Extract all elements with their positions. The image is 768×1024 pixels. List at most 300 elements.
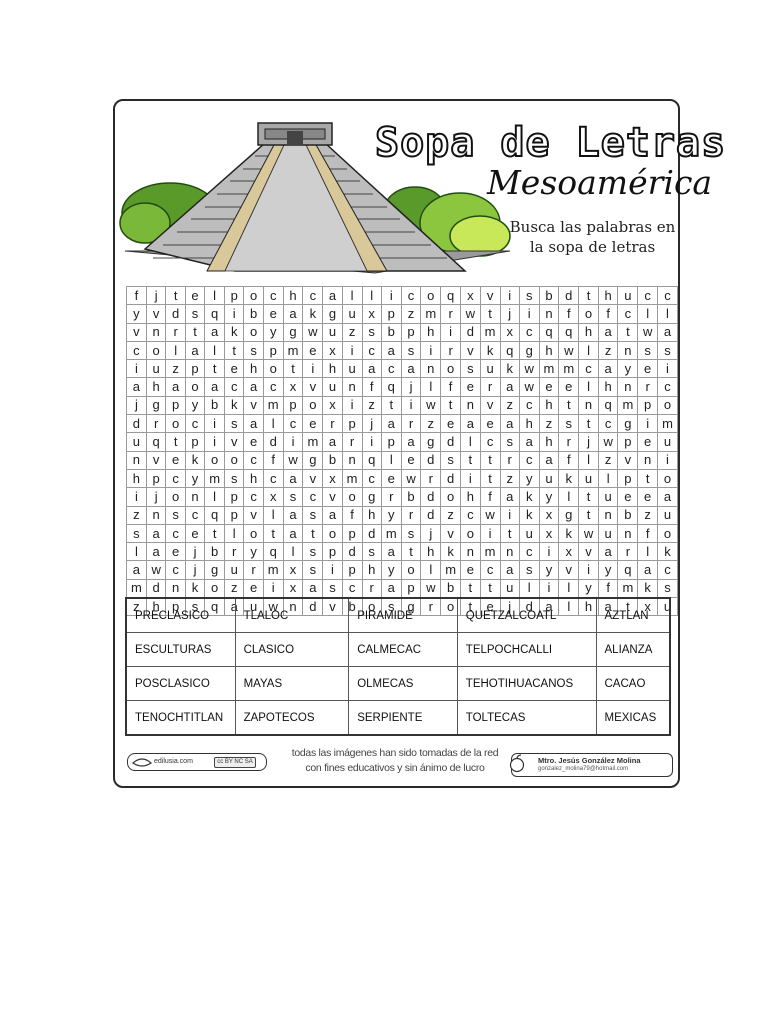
grid-cell[interactable]: r — [441, 305, 461, 323]
grid-cell[interactable]: p — [342, 524, 362, 542]
grid-cell[interactable]: x — [539, 524, 559, 542]
grid-cell[interactable]: c — [401, 287, 421, 305]
grid-cell[interactable]: a — [166, 378, 185, 396]
grid-cell[interactable]: i — [205, 433, 225, 451]
grid-cell[interactable]: e — [539, 378, 559, 396]
grid-cell[interactable]: l — [519, 579, 539, 597]
grid-cell[interactable]: f — [638, 524, 658, 542]
grid-cell[interactable]: l — [598, 469, 618, 487]
grid-cell[interactable]: o — [185, 378, 204, 396]
grid-cell[interactable]: k — [185, 579, 204, 597]
grid-cell[interactable]: u — [598, 524, 618, 542]
grid-cell[interactable]: o — [579, 305, 599, 323]
grid-cell[interactable]: o — [657, 469, 677, 487]
grid-cell[interactable]: h — [579, 323, 599, 341]
grid-cell[interactable]: i — [342, 341, 362, 359]
grid-cell[interactable]: n — [539, 305, 559, 323]
grid-cell[interactable]: v — [480, 287, 500, 305]
grid-cell[interactable]: j — [500, 305, 519, 323]
grid-cell[interactable]: d — [362, 524, 381, 542]
grid-cell[interactable]: p — [166, 396, 185, 414]
grid-cell[interactable]: a — [539, 598, 559, 616]
grid-cell[interactable]: p — [618, 433, 638, 451]
grid-cell[interactable]: c — [618, 305, 638, 323]
grid-cell[interactable]: d — [519, 598, 539, 616]
grid-cell[interactable]: d — [461, 323, 481, 341]
grid-cell[interactable]: s — [323, 579, 342, 597]
grid-cell[interactable]: u — [480, 360, 500, 378]
grid-cell[interactable]: y — [539, 488, 559, 506]
grid-cell[interactable]: q — [263, 543, 283, 561]
grid-cell[interactable]: g — [283, 323, 303, 341]
grid-cell[interactable]: s — [225, 415, 244, 433]
grid-cell[interactable]: p — [225, 506, 244, 524]
grid-cell[interactable]: j — [421, 524, 441, 542]
grid-cell[interactable]: a — [146, 543, 166, 561]
grid-cell[interactable]: p — [225, 488, 244, 506]
grid-cell[interactable]: o — [205, 451, 225, 469]
grid-cell[interactable]: p — [283, 396, 303, 414]
grid-cell[interactable]: a — [598, 598, 618, 616]
grid-cell[interactable]: i — [205, 415, 225, 433]
grid-cell[interactable]: e — [225, 360, 244, 378]
grid-cell[interactable]: s — [225, 469, 244, 487]
grid-cell[interactable]: e — [480, 415, 500, 433]
grid-cell[interactable]: c — [657, 561, 677, 579]
grid-cell[interactable]: v — [441, 524, 461, 542]
grid-cell[interactable]: q — [381, 378, 401, 396]
grid-cell[interactable]: p — [618, 469, 638, 487]
grid-cell[interactable]: y — [381, 506, 401, 524]
grid-cell[interactable]: w — [519, 360, 539, 378]
grid-cell[interactable]: a — [303, 579, 323, 597]
grid-cell[interactable]: a — [657, 488, 677, 506]
grid-cell[interactable]: c — [263, 378, 283, 396]
grid-cell[interactable]: k — [480, 341, 500, 359]
grid-cell[interactable]: h — [283, 287, 303, 305]
grid-cell[interactable]: q — [362, 451, 381, 469]
grid-cell[interactable]: i — [461, 469, 481, 487]
grid-cell[interactable]: y — [127, 305, 147, 323]
grid-cell[interactable]: p — [225, 287, 244, 305]
grid-cell[interactable]: l — [342, 287, 362, 305]
grid-cell[interactable]: p — [638, 396, 658, 414]
grid-cell[interactable]: f — [263, 451, 283, 469]
grid-cell[interactable]: y — [185, 469, 204, 487]
grid-cell[interactable]: a — [283, 305, 303, 323]
grid-cell[interactable]: c — [480, 433, 500, 451]
grid-cell[interactable]: h — [421, 543, 441, 561]
grid-cell[interactable]: p — [323, 543, 342, 561]
grid-cell[interactable]: w — [421, 396, 441, 414]
grid-cell[interactable]: b — [205, 543, 225, 561]
grid-cell[interactable]: n — [500, 543, 519, 561]
grid-cell[interactable]: v — [244, 396, 263, 414]
grid-cell[interactable]: u — [618, 287, 638, 305]
grid-cell[interactable]: e — [303, 341, 323, 359]
grid-cell[interactable]: n — [166, 579, 185, 597]
grid-cell[interactable]: c — [185, 506, 204, 524]
grid-cell[interactable]: a — [500, 415, 519, 433]
grid-cell[interactable]: f — [441, 378, 461, 396]
grid-cell[interactable]: f — [342, 506, 362, 524]
grid-cell[interactable]: y — [598, 561, 618, 579]
grid-cell[interactable]: s — [303, 506, 323, 524]
grid-cell[interactable]: i — [539, 579, 559, 597]
grid-cell[interactable]: f — [598, 305, 618, 323]
grid-cell[interactable]: w — [638, 323, 658, 341]
grid-cell[interactable]: i — [381, 287, 401, 305]
grid-cell[interactable]: o — [441, 488, 461, 506]
grid-cell[interactable]: l — [205, 341, 225, 359]
grid-cell[interactable]: u — [127, 433, 147, 451]
grid-cell[interactable]: i — [480, 524, 500, 542]
grid-cell[interactable]: x — [638, 598, 658, 616]
grid-cell[interactable]: p — [185, 433, 204, 451]
grid-cell[interactable]: c — [244, 451, 263, 469]
grid-cell[interactable]: y — [185, 396, 204, 414]
grid-cell[interactable]: c — [519, 323, 539, 341]
grid-cell[interactable]: z — [401, 305, 421, 323]
grid-cell[interactable]: r — [342, 433, 362, 451]
grid-cell[interactable]: r — [146, 415, 166, 433]
grid-cell[interactable]: a — [461, 415, 481, 433]
grid-cell[interactable]: c — [362, 341, 381, 359]
grid-cell[interactable]: x — [323, 396, 342, 414]
grid-cell[interactable]: m — [263, 396, 283, 414]
grid-cell[interactable]: s — [500, 433, 519, 451]
grid-cell[interactable]: r — [559, 433, 579, 451]
grid-cell[interactable]: i — [441, 323, 461, 341]
grid-cell[interactable]: c — [225, 378, 244, 396]
grid-cell[interactable]: q — [205, 598, 225, 616]
grid-cell[interactable]: w — [579, 524, 599, 542]
grid-cell[interactable]: u — [342, 360, 362, 378]
grid-cell[interactable]: t — [461, 451, 481, 469]
grid-cell[interactable]: h — [362, 506, 381, 524]
grid-cell[interactable]: a — [205, 323, 225, 341]
grid-cell[interactable]: s — [657, 341, 677, 359]
grid-cell[interactable]: g — [362, 488, 381, 506]
grid-cell[interactable]: v — [303, 378, 323, 396]
grid-cell[interactable]: v — [618, 451, 638, 469]
grid-cell[interactable]: a — [401, 433, 421, 451]
grid-cell[interactable]: w — [146, 561, 166, 579]
grid-cell[interactable]: t — [166, 287, 185, 305]
grid-cell[interactable]: l — [579, 451, 599, 469]
grid-cell[interactable]: a — [283, 506, 303, 524]
grid-cell[interactable]: e — [303, 415, 323, 433]
grid-cell[interactable]: o — [362, 598, 381, 616]
grid-cell[interactable]: p — [185, 360, 204, 378]
grid-cell[interactable]: d — [166, 305, 185, 323]
grid-cell[interactable]: b — [539, 287, 559, 305]
grid-cell[interactable]: i — [657, 451, 677, 469]
grid-cell[interactable]: l — [579, 341, 599, 359]
grid-cell[interactable]: v — [480, 396, 500, 414]
grid-cell[interactable]: c — [185, 415, 204, 433]
grid-cell[interactable]: b — [323, 451, 342, 469]
grid-cell[interactable]: h — [146, 598, 166, 616]
grid-cell[interactable]: x — [461, 287, 481, 305]
grid-cell[interactable]: j — [146, 287, 166, 305]
grid-cell[interactable]: n — [638, 451, 658, 469]
grid-cell[interactable]: u — [657, 506, 677, 524]
grid-cell[interactable]: q — [205, 506, 225, 524]
grid-cell[interactable]: m — [283, 341, 303, 359]
grid-cell[interactable]: a — [127, 378, 147, 396]
grid-cell[interactable]: v — [127, 323, 147, 341]
grid-cell[interactable]: h — [146, 378, 166, 396]
grid-cell[interactable]: u — [500, 579, 519, 597]
grid-cell[interactable]: o — [323, 524, 342, 542]
grid-cell[interactable]: o — [421, 287, 441, 305]
grid-cell[interactable]: t — [205, 360, 225, 378]
grid-cell[interactable]: p — [263, 341, 283, 359]
grid-cell[interactable]: m — [381, 524, 401, 542]
grid-cell[interactable]: r — [323, 415, 342, 433]
grid-cell[interactable]: v — [579, 543, 599, 561]
grid-cell[interactable]: r — [500, 451, 519, 469]
grid-cell[interactable]: a — [401, 360, 421, 378]
grid-cell[interactable]: b — [441, 579, 461, 597]
grid-cell[interactable]: x — [283, 579, 303, 597]
grid-cell[interactable]: e — [461, 561, 481, 579]
grid-cell[interactable]: t — [381, 396, 401, 414]
grid-cell[interactable]: x — [559, 543, 579, 561]
grid-cell[interactable]: a — [244, 415, 263, 433]
grid-cell[interactable]: n — [618, 378, 638, 396]
grid-cell[interactable]: f — [480, 488, 500, 506]
grid-cell[interactable]: l — [421, 561, 441, 579]
grid-cell[interactable]: u — [539, 469, 559, 487]
grid-cell[interactable]: n — [598, 506, 618, 524]
grid-cell[interactable]: a — [519, 433, 539, 451]
grid-cell[interactable]: u — [579, 469, 599, 487]
grid-cell[interactable]: l — [638, 305, 658, 323]
grid-cell[interactable]: k — [303, 305, 323, 323]
grid-cell[interactable]: s — [461, 360, 481, 378]
grid-cell[interactable]: p — [146, 469, 166, 487]
grid-cell[interactable]: e — [618, 488, 638, 506]
grid-cell[interactable]: c — [283, 415, 303, 433]
grid-cell[interactable]: q — [598, 396, 618, 414]
grid-cell[interactable]: z — [500, 396, 519, 414]
grid-cell[interactable]: k — [225, 396, 244, 414]
grid-cell[interactable]: g — [146, 396, 166, 414]
grid-cell[interactable]: n — [579, 396, 599, 414]
grid-cell[interactable]: n — [283, 598, 303, 616]
grid-cell[interactable]: i — [263, 579, 283, 597]
grid-cell[interactable]: t — [225, 341, 244, 359]
grid-cell[interactable]: b — [618, 506, 638, 524]
grid-cell[interactable]: m — [480, 323, 500, 341]
grid-cell[interactable]: y — [244, 543, 263, 561]
grid-cell[interactable]: o — [146, 341, 166, 359]
grid-cell[interactable]: m — [539, 360, 559, 378]
grid-cell[interactable]: c — [127, 341, 147, 359]
grid-cell[interactable]: o — [342, 488, 362, 506]
grid-cell[interactable]: n — [185, 488, 204, 506]
grid-cell[interactable]: s — [638, 341, 658, 359]
grid-cell[interactable]: l — [579, 378, 599, 396]
grid-cell[interactable]: r — [244, 561, 263, 579]
grid-cell[interactable]: i — [342, 396, 362, 414]
grid-cell[interactable]: d — [342, 543, 362, 561]
grid-cell[interactable]: a — [539, 451, 559, 469]
grid-cell[interactable]: e — [244, 579, 263, 597]
grid-cell[interactable]: j — [185, 543, 204, 561]
grid-cell[interactable]: s — [185, 305, 204, 323]
grid-cell[interactable]: j — [579, 433, 599, 451]
grid-cell[interactable]: k — [185, 451, 204, 469]
grid-cell[interactable]: r — [480, 378, 500, 396]
grid-cell[interactable]: t — [441, 396, 461, 414]
grid-cell[interactable]: l — [461, 433, 481, 451]
grid-cell[interactable]: t — [579, 415, 599, 433]
grid-cell[interactable]: u — [657, 598, 677, 616]
grid-cell[interactable]: n — [146, 506, 166, 524]
grid-cell[interactable]: m — [441, 561, 461, 579]
grid-cell[interactable]: g — [421, 433, 441, 451]
grid-cell[interactable]: e — [638, 360, 658, 378]
grid-cell[interactable]: s — [362, 543, 381, 561]
grid-cell[interactable]: i — [225, 305, 244, 323]
grid-cell[interactable]: d — [421, 506, 441, 524]
grid-cell[interactable]: z — [127, 598, 147, 616]
grid-cell[interactable]: s — [381, 598, 401, 616]
grid-cell[interactable]: h — [461, 488, 481, 506]
grid-cell[interactable]: h — [421, 323, 441, 341]
grid-cell[interactable]: s — [519, 561, 539, 579]
grid-cell[interactable]: c — [461, 506, 481, 524]
grid-cell[interactable]: f — [559, 305, 579, 323]
grid-cell[interactable]: n — [461, 396, 481, 414]
grid-cell[interactable]: g — [303, 451, 323, 469]
grid-cell[interactable]: y — [579, 579, 599, 597]
grid-cell[interactable]: a — [225, 598, 244, 616]
grid-cell[interactable]: d — [146, 579, 166, 597]
grid-cell[interactable]: a — [362, 360, 381, 378]
grid-cell[interactable]: b — [401, 488, 421, 506]
grid-cell[interactable]: a — [500, 561, 519, 579]
grid-cell[interactable]: t — [618, 598, 638, 616]
grid-cell[interactable]: x — [283, 561, 303, 579]
grid-cell[interactable]: a — [638, 561, 658, 579]
grid-cell[interactable]: t — [263, 524, 283, 542]
grid-cell[interactable]: k — [441, 543, 461, 561]
grid-cell[interactable]: m — [303, 433, 323, 451]
grid-cell[interactable]: m — [263, 561, 283, 579]
grid-cell[interactable]: i — [638, 415, 658, 433]
grid-cell[interactable]: n — [146, 323, 166, 341]
grid-cell[interactable]: p — [166, 598, 185, 616]
grid-cell[interactable]: z — [421, 415, 441, 433]
grid-cell[interactable]: z — [500, 469, 519, 487]
grid-cell[interactable]: m — [559, 360, 579, 378]
grid-cell[interactable]: x — [362, 305, 381, 323]
grid-cell[interactable]: a — [598, 360, 618, 378]
grid-cell[interactable]: p — [342, 415, 362, 433]
grid-cell[interactable]: l — [421, 378, 441, 396]
grid-cell[interactable]: y — [519, 469, 539, 487]
grid-cell[interactable]: a — [127, 561, 147, 579]
grid-cell[interactable]: u — [225, 561, 244, 579]
grid-cell[interactable]: p — [381, 433, 401, 451]
grid-cell[interactable]: t — [303, 524, 323, 542]
grid-cell[interactable]: h — [323, 360, 342, 378]
grid-cell[interactable]: d — [421, 488, 441, 506]
grid-cell[interactable]: i — [519, 305, 539, 323]
grid-cell[interactable]: h — [362, 561, 381, 579]
grid-cell[interactable]: z — [598, 451, 618, 469]
grid-cell[interactable]: y — [381, 561, 401, 579]
grid-cell[interactable]: a — [381, 415, 401, 433]
grid-cell[interactable]: c — [579, 360, 599, 378]
grid-cell[interactable]: q — [618, 561, 638, 579]
grid-cell[interactable]: c — [657, 287, 677, 305]
grid-cell[interactable]: b — [342, 598, 362, 616]
grid-cell[interactable]: l — [283, 543, 303, 561]
grid-cell[interactable]: l — [381, 451, 401, 469]
grid-cell[interactable]: o — [401, 561, 421, 579]
grid-cell[interactable]: o — [166, 415, 185, 433]
grid-cell[interactable]: m — [421, 305, 441, 323]
grid-cell[interactable]: o — [205, 579, 225, 597]
grid-cell[interactable]: p — [401, 323, 421, 341]
grid-cell[interactable]: j — [401, 378, 421, 396]
grid-cell[interactable]: t — [579, 506, 599, 524]
grid-cell[interactable]: x — [323, 341, 342, 359]
grid-cell[interactable]: d — [441, 469, 461, 487]
grid-cell[interactable]: y — [618, 360, 638, 378]
grid-cell[interactable]: l — [166, 341, 185, 359]
grid-cell[interactable]: s — [559, 415, 579, 433]
grid-cell[interactable]: s — [657, 579, 677, 597]
grid-cell[interactable]: s — [283, 488, 303, 506]
grid-cell[interactable]: z — [127, 506, 147, 524]
grid-cell[interactable]: g — [401, 598, 421, 616]
grid-cell[interactable]: l — [559, 598, 579, 616]
grid-cell[interactable]: e — [638, 488, 658, 506]
grid-cell[interactable]: n — [618, 341, 638, 359]
grid-cell[interactable]: u — [323, 323, 342, 341]
grid-cell[interactable]: w — [263, 598, 283, 616]
grid-cell[interactable]: v — [303, 469, 323, 487]
grid-cell[interactable]: e — [263, 305, 283, 323]
grid-cell[interactable]: v — [323, 598, 342, 616]
grid-cell[interactable]: q — [539, 323, 559, 341]
grid-cell[interactable]: r — [225, 543, 244, 561]
grid-cell[interactable]: i — [539, 543, 559, 561]
grid-cell[interactable]: h — [539, 433, 559, 451]
grid-cell[interactable]: f — [127, 287, 147, 305]
grid-cell[interactable]: c — [638, 287, 658, 305]
grid-cell[interactable]: t — [480, 469, 500, 487]
grid-cell[interactable]: a — [323, 506, 342, 524]
grid-cell[interactable]: r — [421, 598, 441, 616]
grid-cell[interactable]: c — [519, 543, 539, 561]
grid-cell[interactable]: t — [500, 524, 519, 542]
grid-cell[interactable]: s — [519, 287, 539, 305]
grid-cell[interactable]: r — [166, 323, 185, 341]
grid-cell[interactable]: h — [598, 287, 618, 305]
grid-cell[interactable]: c — [519, 396, 539, 414]
grid-cell[interactable]: i — [127, 488, 147, 506]
grid-cell[interactable]: s — [185, 598, 204, 616]
grid-cell[interactable]: l — [205, 287, 225, 305]
grid-cell[interactable]: i — [323, 561, 342, 579]
